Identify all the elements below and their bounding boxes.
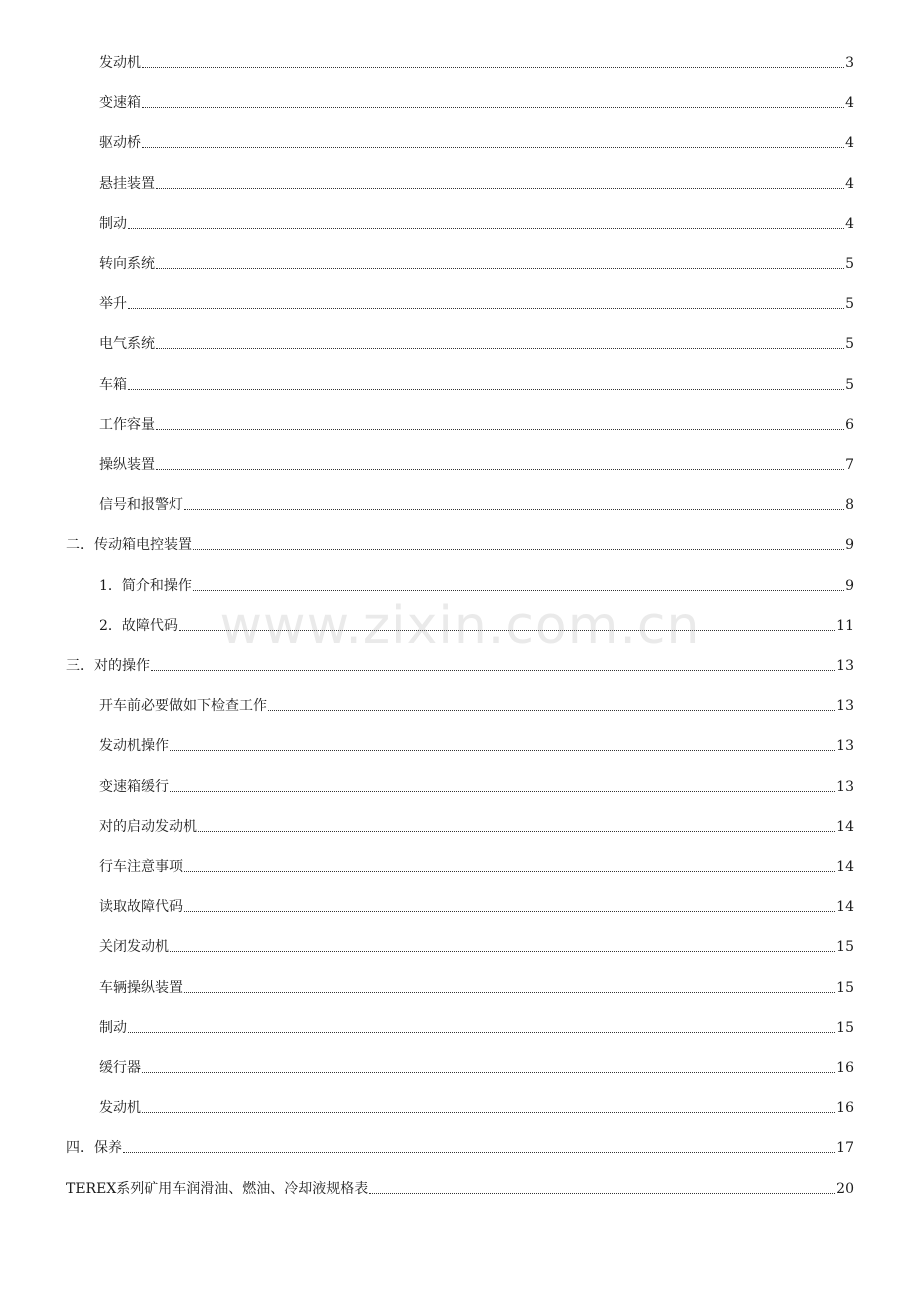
toc-entry[interactable]	[99, 1015, 854, 1037]
toc-entry-label: 信号和报警灯	[99, 497, 183, 514]
toc-entry[interactable]	[99, 331, 854, 353]
toc-entry[interactable]	[99, 1055, 854, 1077]
toc-entry[interactable]	[99, 1095, 854, 1117]
toc-entry[interactable]	[99, 894, 854, 916]
toc-entry-page-number: 8	[845, 497, 854, 514]
toc-leader-dots	[170, 951, 835, 952]
watermark: www.zixin.com.cn	[219, 596, 701, 656]
toc-entry[interactable]	[99, 50, 854, 72]
toc-leader-dots	[128, 1032, 835, 1033]
toc-leader-dots	[268, 710, 835, 711]
toc-leader-dots	[156, 348, 844, 349]
toc-entry[interactable]	[66, 1176, 854, 1198]
toc-entry-page-number: 9	[845, 537, 854, 554]
toc-entry-page-number: 5	[845, 376, 854, 393]
toc-entry-page-number: 11	[836, 617, 854, 634]
toc-entry[interactable]	[99, 452, 854, 474]
toc-entry-page-number: 14	[836, 899, 854, 916]
toc-leader-dots	[170, 791, 835, 792]
toc-entry[interactable]	[99, 934, 854, 956]
toc-entry[interactable]	[99, 613, 854, 635]
toc-entry[interactable]	[99, 774, 854, 796]
toc-entry-label: 发动机操作	[99, 738, 169, 755]
toc-leader-dots	[128, 389, 844, 390]
toc-entry[interactable]	[99, 372, 854, 394]
toc-entry-label: 车箱	[99, 376, 127, 393]
toc-entry-label: 操纵装置	[99, 457, 155, 473]
toc-entry-page-number: 14	[836, 859, 854, 875]
toc-entry-label: 三．对的操作	[66, 658, 150, 674]
toc-entry-label: 2．故障代码	[99, 617, 178, 634]
toc-entry-label: 工作容量	[99, 416, 155, 433]
toc-entry-label: 举升	[99, 296, 127, 313]
toc-entry-page-number: 4	[845, 175, 854, 192]
toc-entry-label: 行车注意事项	[99, 859, 183, 875]
toc-leader-dots	[123, 1152, 835, 1153]
toc-entry-label: 制动	[99, 1019, 127, 1036]
toc-leader-dots	[193, 590, 844, 591]
toc-entry[interactable]	[66, 1135, 854, 1157]
toc-leader-dots	[156, 268, 844, 269]
toc-leader-dots	[151, 670, 835, 671]
toc-entry[interactable]	[99, 412, 854, 434]
toc-entry[interactable]	[66, 532, 854, 554]
toc-entry-page-number: 5	[845, 256, 854, 272]
toc-entry[interactable]	[99, 492, 854, 514]
toc-entry[interactable]	[99, 171, 854, 193]
toc-entry-label: 制动	[99, 215, 127, 232]
toc-entry[interactable]	[99, 251, 854, 273]
toc-entry-label: 变速箱缓行	[99, 778, 169, 795]
toc-entry-label: 1．简介和操作	[99, 577, 192, 594]
toc-entry[interactable]	[99, 693, 854, 715]
toc-entry[interactable]	[99, 130, 854, 152]
toc-leader-dots	[193, 549, 844, 550]
toc-leader-dots	[184, 509, 844, 510]
toc-leader-dots	[128, 228, 844, 229]
toc-entry-page-number: 17	[836, 1140, 854, 1157]
toc-leader-dots	[142, 147, 844, 148]
toc-entry-label: 电气系统	[99, 336, 155, 353]
toc-entry-label: 关闭发动机	[99, 939, 169, 956]
toc-entry-page-number: 7	[845, 457, 854, 473]
toc-entry[interactable]	[99, 90, 854, 112]
toc-entry-page-number: 15	[836, 939, 854, 956]
toc-entry-page-number: 13	[836, 738, 854, 755]
toc-entry[interactable]	[99, 975, 854, 997]
toc-entry-label: 发动机	[99, 1100, 141, 1117]
toc-leader-dots	[184, 871, 835, 872]
toc-entry[interactable]	[99, 854, 854, 876]
toc-entry[interactable]	[99, 291, 854, 313]
toc-entry-page-number: 16	[836, 1060, 854, 1076]
toc-entry[interactable]	[99, 211, 854, 233]
toc-entry-page-number: 13	[836, 658, 854, 674]
toc-leader-dots	[156, 469, 844, 470]
toc-entry-label: 转向系统	[99, 256, 155, 272]
toc-entry-page-number: 4	[845, 95, 854, 112]
toc-entry-page-number: 4	[845, 135, 854, 152]
toc-leader-dots	[179, 630, 835, 631]
toc-leader-dots	[170, 750, 835, 751]
toc-entry-label: 开车前必要做如下检查工作	[99, 698, 267, 715]
toc-leader-dots	[128, 308, 844, 309]
toc-leader-dots	[369, 1193, 835, 1194]
toc-entry-page-number: 3	[845, 55, 854, 71]
toc-leader-dots	[142, 1112, 835, 1113]
toc-entry-label: 车辆操纵装置	[99, 979, 183, 996]
toc-entry-label: 悬挂装置	[99, 175, 155, 192]
toc-entry[interactable]	[66, 653, 854, 675]
toc-entry-label: 对的启动发动机	[99, 818, 197, 835]
toc-leader-dots	[156, 188, 844, 189]
toc-leader-dots	[142, 67, 844, 68]
toc-leader-dots	[156, 429, 844, 430]
toc-entry-page-number: 20	[836, 1180, 854, 1197]
toc-entry-page-number: 15	[836, 979, 854, 996]
toc-entry-label: 读取故障代码	[99, 899, 183, 916]
toc-leader-dots	[142, 107, 844, 108]
toc-entry-page-number: 5	[845, 336, 854, 353]
toc-entry-label: 二．传动箱电控装置	[66, 537, 192, 554]
toc-entry-page-number: 14	[836, 818, 854, 835]
toc-entry-page-number: 13	[836, 698, 854, 715]
toc-entry-page-number: 4	[845, 215, 854, 232]
toc-leader-dots	[142, 1072, 835, 1073]
toc-leader-dots	[184, 992, 835, 993]
toc-entry[interactable]	[99, 814, 854, 836]
toc-entry-label: 变速箱	[99, 95, 141, 112]
toc-entry[interactable]	[99, 573, 854, 595]
toc-entry-page-number: 9	[845, 577, 854, 594]
toc-leader-dots	[184, 911, 835, 912]
toc-entry-page-number: 6	[845, 416, 854, 433]
toc-entry-page-number: 15	[836, 1019, 854, 1036]
toc-entry-label: 四．保养	[66, 1140, 122, 1157]
toc-entry-label: 缓行器	[99, 1060, 141, 1076]
toc-entry-label: 发动机	[99, 55, 141, 71]
toc-entry-label: 驱动桥	[99, 135, 141, 152]
toc-entry[interactable]	[99, 733, 854, 755]
toc-entry-page-number: 5	[845, 296, 854, 313]
toc-leader-dots	[198, 831, 835, 832]
toc-entry-label: TEREX系列矿用车润滑油、燃油、冷却液规格表	[66, 1180, 369, 1197]
toc-entry-page-number: 13	[836, 778, 854, 795]
toc-entry-page-number: 16	[836, 1100, 854, 1117]
